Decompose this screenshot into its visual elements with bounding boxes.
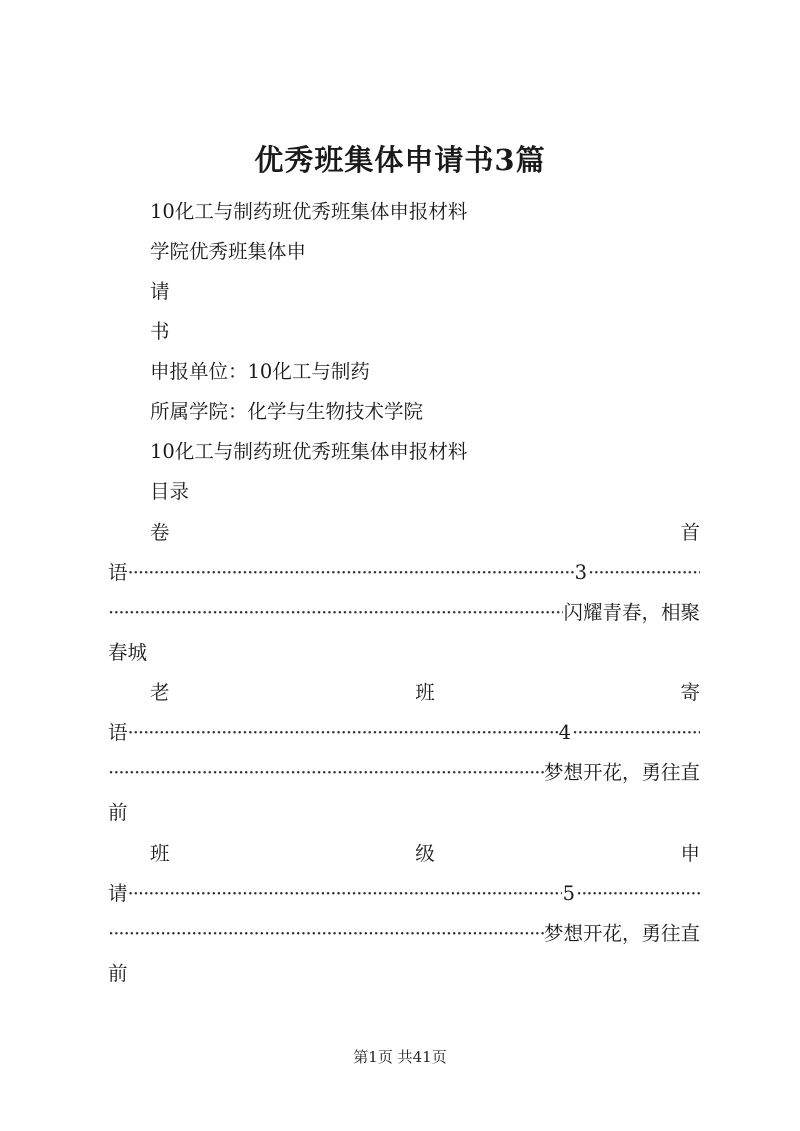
toc-entry-1-head-char: 首 (680, 521, 700, 544)
toc-entry-1-leader[interactable] (108, 557, 700, 585)
body-line-1: 10化工与制药班优秀班集体申报材料 (150, 200, 468, 223)
toc-entry-2-subtitle: 梦想开花，勇往直 (543, 761, 700, 784)
toc-entry-1-head (150, 517, 700, 545)
body-line-7: 10化工与制药班优秀班集体申报材料 (150, 440, 468, 463)
dot-leader (128, 721, 558, 744)
dot-leader (128, 561, 574, 584)
toc-entry-3-wrap: 前 (108, 962, 128, 985)
dot-leader (572, 721, 700, 744)
toc-entry-3-head-char: 班 (150, 842, 170, 865)
dot-leader (108, 761, 544, 784)
toc-entry-2-lead-char: 语 (108, 721, 128, 744)
toc-entry-1-subtitle: 闪耀青春，相聚 (563, 601, 700, 624)
toc-heading: 目录 (150, 480, 190, 503)
toc-entry-3-head (150, 838, 700, 866)
body-line-2: 学院优秀班集体申 (150, 240, 307, 263)
toc-entry-3-subtitle: 梦想开花，勇往直 (543, 922, 700, 945)
page-footer: 第1页 共41页 (353, 1048, 447, 1066)
toc-entry-3-head-char: 申 (680, 842, 700, 865)
toc-entry-2-leader[interactable] (108, 717, 700, 745)
toc-entry-1-lead-char: 语 (108, 561, 128, 584)
toc-entry-1-wrap: 春城 (108, 641, 148, 664)
dot-leader (108, 601, 563, 624)
body-line-6: 所属学院：化学与生物技术学院 (150, 400, 424, 423)
toc-entry-2-wrap: 前 (108, 801, 128, 824)
toc-entry-3-lead-char: 请 (108, 882, 128, 905)
body-line-3: 请 (150, 280, 170, 303)
toc-entry-3-subtitle-row (108, 918, 700, 946)
toc-entry-3-page: 5 (562, 882, 575, 905)
toc-entry-1-page: 3 (574, 561, 587, 584)
toc-entry-2-head-char: 班 (415, 681, 435, 704)
dot-leader (576, 882, 700, 905)
toc-entry-2-head (150, 677, 700, 705)
toc-entry-3-head-char: 级 (415, 842, 435, 865)
dot-leader (588, 561, 700, 584)
toc-entry-2-subtitle-row (108, 757, 700, 785)
dot-leader (128, 882, 562, 905)
toc-entry-1-subtitle-row (108, 597, 700, 625)
dot-leader (108, 922, 544, 945)
toc-entry-1-head-char: 卷 (150, 521, 170, 544)
document-title: 优秀班集体申请书3篇 (254, 143, 546, 177)
toc-entry-2-page: 4 (558, 721, 571, 744)
body-line-4: 书 (150, 320, 170, 343)
body-line-5: 申报单位：10化工与制药 (150, 360, 370, 383)
toc-entry-2-head-char: 寄 (680, 681, 700, 704)
toc-entry-3-leader[interactable] (108, 878, 700, 906)
toc-entry-2-head-char: 老 (150, 681, 170, 704)
